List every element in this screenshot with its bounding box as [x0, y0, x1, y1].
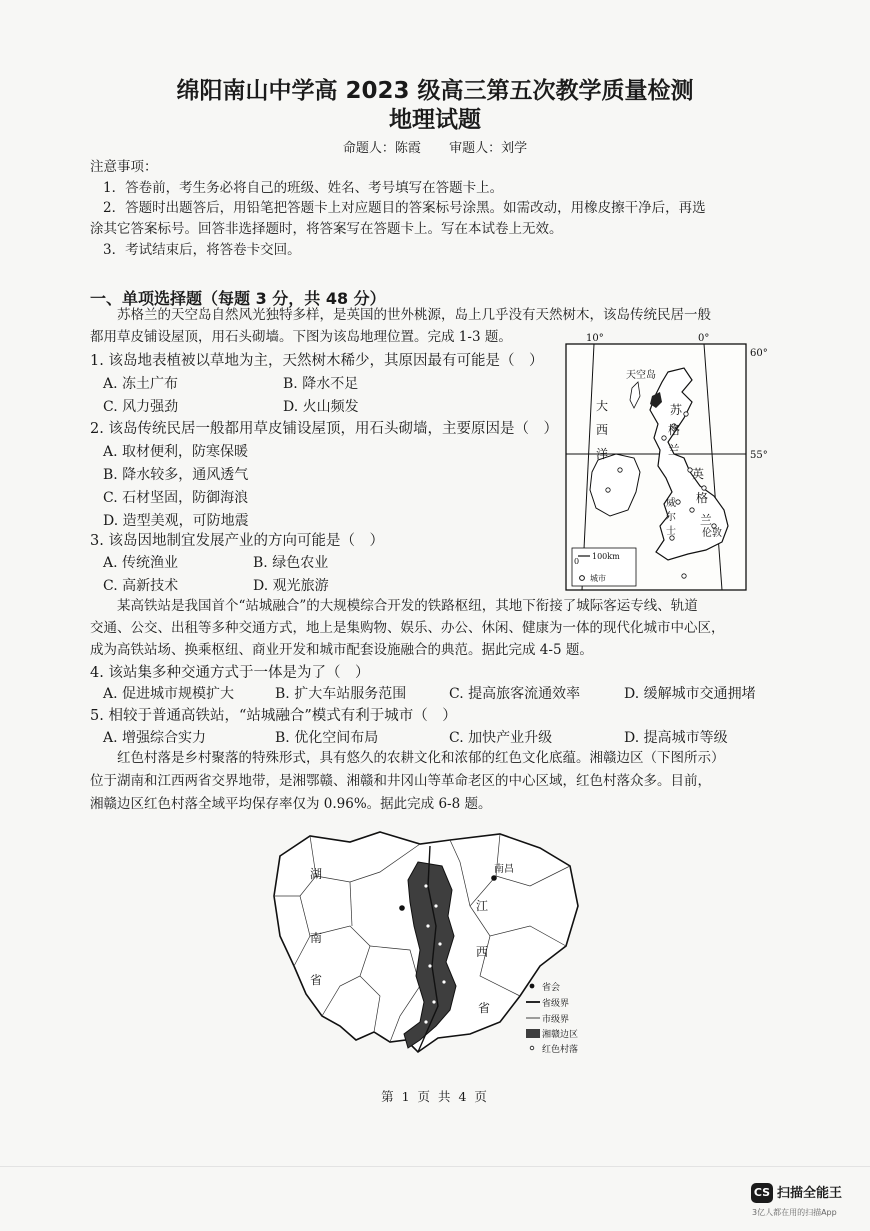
camscanner-logo-icon: CS [751, 1183, 773, 1203]
hunan-label-2: 南 [310, 931, 323, 945]
author: 命题人：陈霞 [342, 141, 421, 156]
passage1-line1: 苏格兰的天空岛自然风光独特多样，是英国的世外桃源，岛上几乎没有天然树木，该岛传统民居一般 [117, 307, 711, 323]
lon-10-label: 10° [586, 333, 604, 344]
q3-stem: 3. 该岛因地制宜发展产业的方向可能是（ ） [90, 533, 384, 549]
village-dot [432, 1000, 435, 1003]
q5-option-a: A. 增强综合实力 [103, 730, 207, 746]
ocean-label-1: 大 [596, 399, 609, 413]
note-2a: 2．答题时出题答后，用铅笔把答题卡上对应题目的答案标号涂黑。如需改动，用橡皮擦干净后，再选 [103, 200, 706, 216]
scale-label: 100km [592, 552, 620, 561]
reviewer: 审题人：刘学 [449, 141, 528, 156]
q1-stem: 1. 该岛地表植被以草地为主，天然树木稀少，其原因最有可能是（ ） [90, 353, 544, 369]
jiangxi-label-2: 西 [476, 945, 489, 959]
wales-label-3: 士 [666, 526, 676, 537]
q1-option-d: D. 火山频发 [283, 399, 359, 415]
note-1: 1．答卷前，考生务必将自己的班级、姓名、考号填写在答题卡上。 [103, 180, 504, 196]
q5-stem: 5. 相较于普通高铁站，“站城融合”模式有利于城市（ ） [90, 708, 457, 724]
ocean-label-2: 西 [596, 423, 609, 437]
london-label: 伦敦 [702, 528, 722, 539]
q1-option-b: B. 降水不足 [283, 376, 359, 392]
nanchang-label: 南昌 [494, 864, 514, 875]
nanchang-dot [491, 875, 497, 881]
scale-zero: 0 [574, 557, 580, 566]
passage2-line3: 成为高铁站场、换乘枢纽、商业开发和城市配套设施融合的典范。据此完成 4-5 题。 [90, 642, 593, 658]
village-dot [428, 964, 431, 967]
q4-stem: 4. 该站集多种交通方式于一体是为了（ ） [90, 665, 370, 681]
q5-option-c: C. 加快产业升级 [449, 730, 553, 746]
legend-capital-icon [530, 984, 535, 989]
ocean-label-3: 洋 [596, 447, 609, 461]
q1-option-a: A. 冻土广布 [103, 376, 179, 392]
map2-legend [526, 981, 578, 1055]
city-dot [606, 488, 610, 492]
q4-option-b: B. 扩大车站服务范围 [275, 686, 407, 702]
city-dot [684, 412, 688, 416]
notes-heading: 注意事项： [90, 159, 158, 175]
england-label-2: 格 [696, 491, 709, 505]
scotland-label-2: 格 [668, 423, 681, 437]
changsha-dot [399, 905, 405, 911]
jiangxi-label-3: 省 [478, 1001, 491, 1015]
village-dot [438, 942, 441, 945]
legend-region: 湘赣边区 [542, 1030, 579, 1040]
city-dot [662, 436, 666, 440]
exam-subtitle: 地理试题 [389, 107, 481, 133]
q4-option-d: D. 缓解城市交通拥堵 [624, 686, 756, 702]
scotland-label-1: 苏 [670, 403, 683, 417]
xiang-gan-border-map [270, 826, 610, 1062]
passage3-line1: 红色村落是乡村聚落的特殊形式，具有悠久的农耕文化和浓郁的红色文化底蕴。湘赣边区（下图所示） [117, 750, 725, 766]
legend-city: 市级界 [542, 1015, 570, 1025]
city-dot [618, 468, 622, 472]
note-3: 3．考试结束后，将答卷卡交回。 [103, 242, 301, 258]
passage2-line1: 某高铁站是我国首个“站城融合”的大规模综合开发的铁路枢纽，其地下衔接了城际客运专线、轨道 [117, 598, 698, 614]
q4-option-a: A. 促进城市规模扩大 [103, 686, 235, 702]
q2-option-c: C. 石材坚固，防御海浪 [103, 490, 249, 506]
camscanner-name: 扫描全能王 [777, 1186, 843, 1201]
passage3-line2: 位于湖南和江西两省交界地带，是湘鄂赣、湘赣和井冈山等革命老区的中心区域，红色村落众多。目前， [90, 773, 711, 789]
legend-village-icon [530, 1046, 534, 1050]
q5-option-d: D. 提高城市等级 [624, 730, 728, 746]
legend-capital: 省会 [542, 983, 561, 993]
england-label-1: 英 [692, 467, 705, 481]
skye-label: 天空岛 [626, 370, 656, 381]
skye-location-map [564, 330, 768, 596]
legend-province: 省级界 [542, 999, 570, 1009]
scotland-label-3: 兰 [668, 443, 681, 457]
camscanner-tagline: 3亿人都在用的扫描App [752, 1208, 837, 1217]
lon-0-label: 0° [698, 333, 710, 344]
exam-title: 绵阳南山中学高 2023 级高三第五次教学质量检测 [176, 78, 694, 104]
village-dot [442, 980, 445, 983]
city-dot [690, 508, 694, 512]
city-dot [676, 500, 680, 504]
q3-option-c: C. 高新技术 [103, 578, 179, 594]
city-dot [702, 486, 706, 490]
q1-option-c: C. 风力强劲 [103, 399, 179, 415]
authors [0, 137, 870, 156]
legend-city-dot [580, 576, 585, 581]
jiangxi-label-1: 江 [476, 899, 489, 913]
legend-city-label: 城市 [590, 574, 606, 583]
note-2b: 涂其它答案标号。回答非选择题时，将答案写在答题卡上。写在本试卷上无效。 [90, 221, 563, 237]
q2-stem: 2. 该岛传统民居一般都用草皮铺设屋顶，用石头砌墙，主要原因是（ ） [90, 421, 558, 437]
city-dot [682, 574, 686, 578]
q2-option-d: D. 造型美观，可防地震 [103, 513, 249, 529]
q3-option-b: B. 绿色农业 [253, 555, 329, 571]
q5-option-b: B. 优化空间布局 [275, 730, 379, 746]
page-number: 第 1 页 共 4 页 [381, 1089, 489, 1104]
village-dot [424, 1020, 427, 1023]
divider [0, 1166, 870, 1167]
hunan-label-3: 省 [310, 973, 323, 987]
passage2-line2: 交通、公交、出租等多种交通方式，地上是集购物、娱乐、办公、休闲、健康为一体的现代化城市中心区， [90, 620, 725, 636]
lat-60-label: 60° [750, 348, 768, 359]
q2-option-a: A. 取材便利，防寒保暖 [103, 444, 249, 460]
village-dot [424, 884, 427, 887]
q3-option-a: A. 传统渔业 [103, 555, 179, 571]
village-dot [434, 904, 437, 907]
wales-label-2: 尔 [666, 512, 676, 523]
q3-option-d: D. 观光旅游 [253, 578, 329, 594]
passage1-line2: 都用草皮铺设屋顶，用石头砌墙。下图为该岛地理位置。完成 1-3 题。 [90, 329, 512, 345]
q2-option-b: B. 降水较多，通风透气 [103, 467, 249, 483]
legend-region-swatch [526, 1029, 540, 1038]
village-dot [426, 924, 429, 927]
england-label-3: 兰 [700, 513, 713, 527]
passage3-line3: 湘赣边区红色村落全域平均保存率仅为 0.96%。据此完成 6-8 题。 [90, 796, 492, 812]
hunan-label-1: 湖 [310, 867, 323, 881]
q4-option-c: C. 提高旅客流通效率 [449, 686, 581, 702]
wales-label-1: 威 [666, 498, 676, 509]
lat-55-label: 55° [750, 450, 768, 461]
legend-village: 红色村落 [542, 1045, 579, 1055]
section-heading: 一、单项选择题（每题 3 分，共 48 分） [90, 289, 386, 308]
